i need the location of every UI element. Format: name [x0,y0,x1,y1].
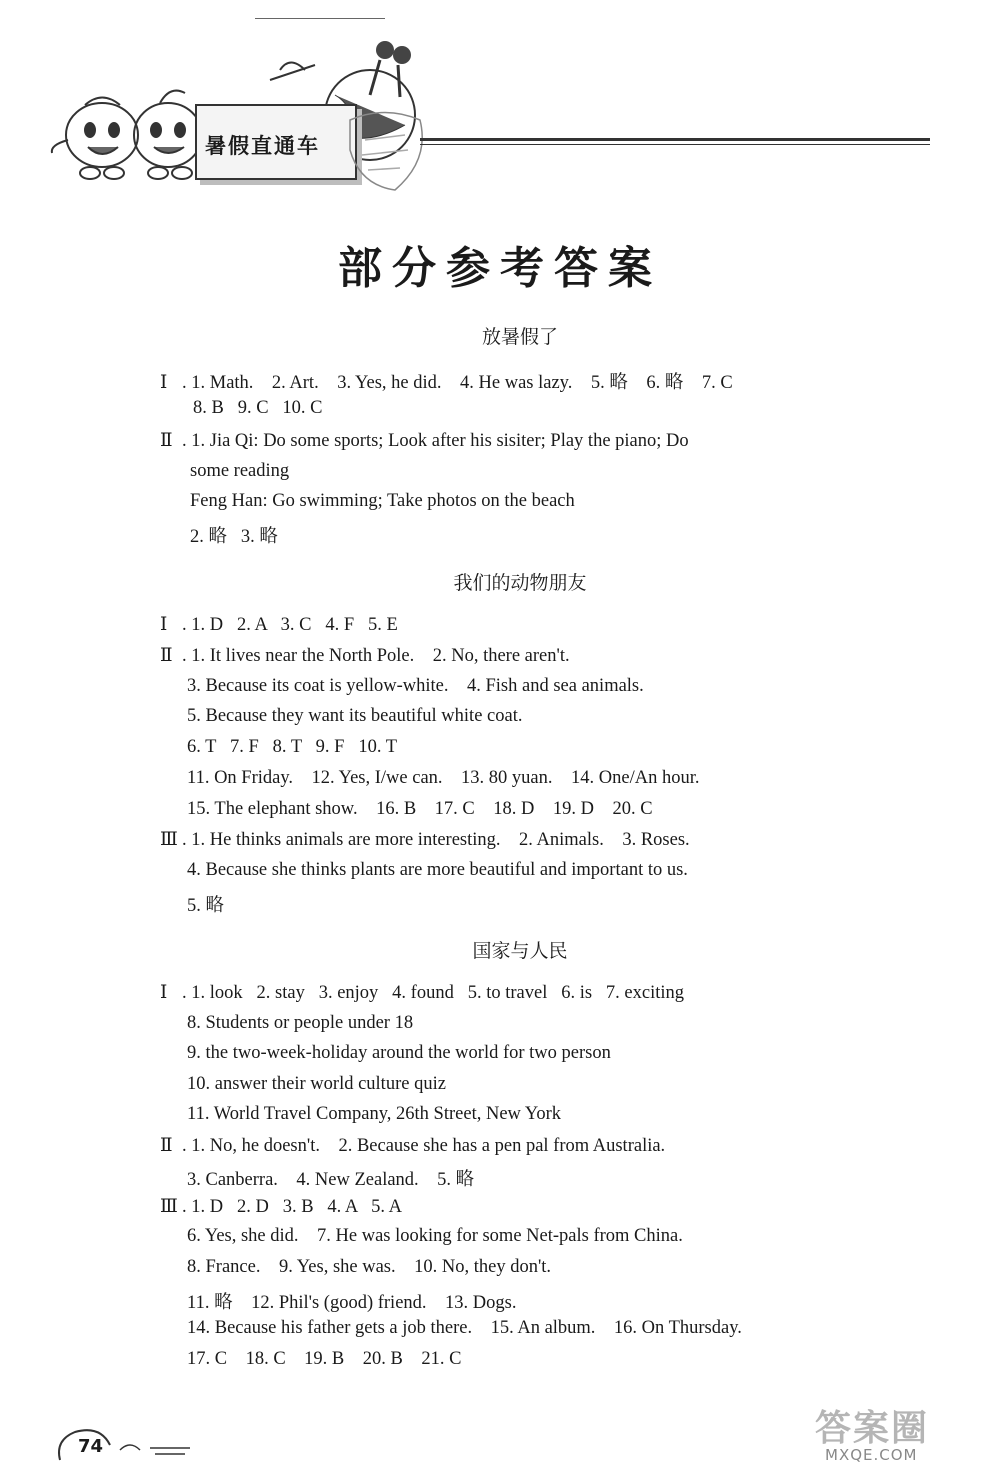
answer-line: some reading [190,461,290,481]
answer-line: 3. Canberra. 4. New Zealand. 5. 略 [187,1170,475,1190]
answer-line: Ⅰ . 1. look 2. stay 3. enjoy 4. found 5. to travel 6. is 7. exciting [160,982,685,1003]
answer-line: 11. World Travel Company, 26th Street, New York [187,1104,561,1124]
answer-line: Feng Han: Go swimming; Take photos on the beach [190,491,575,511]
answer-line: 4. Because she thinks plants are more beautiful and important to us. [187,860,688,880]
answer-line: 9. the two-week-holiday around the world for two person [187,1043,611,1063]
header-title: 暑假直通车 [205,134,320,158]
answer-line: 6. Yes, she did. 7. He was looking for some Net-pals from China. [187,1226,683,1246]
answer-line: Ⅰ . 1. Math. 2. Art. 3. Yes, he did. 4. He was lazy. 5. 略 6. 略 7. C [160,372,733,393]
answer-line: 10. answer their world culture quiz [187,1074,446,1094]
answer-line: Ⅲ . 1. He thinks animals are more interesting. 2. Animals. 3. Roses. [160,829,690,850]
header-rule-thin [420,144,930,145]
top-rule [255,18,385,19]
section-title-1: 放暑假了 [481,326,558,348]
answer-line: 17. C 18. C 19. B 20. B 21. C [187,1349,462,1369]
stamp-graphic [340,110,430,195]
answer-line: 8. B 9. C 10. C [193,398,323,418]
answer-line: 11. 略 12. Phil's (good) friend. 13. Dogs. [187,1293,517,1313]
answer-line: 5. Because they want its beautiful white coat. [187,706,523,726]
answer-line: Ⅰ . 1. D 2. A 3. C 4. F 5. E [160,614,398,635]
answer-line: 6. T 7. F 8. T 9. F 10. T [187,737,398,757]
answer-line: Ⅲ . 1. D 2. D 3. B 4. A 5. A [160,1196,402,1217]
answer-line: 8. France. 9. Yes, she was. 10. No, they don't. [187,1257,552,1277]
answer-line: 11. On Friday. 12. Yes, I/we can. 13. 80 yuan. 14. One/An hour. [187,768,700,788]
page-title: 部分参考答案 [338,243,662,294]
header-rule [420,138,930,141]
answer-line: 2. 略 3. 略 [190,527,278,547]
section-title-3: 国家与人民 [472,940,568,962]
answer-line: 3. Because its coat is yellow-white. 4. Fish and sea animals. [187,676,644,696]
answer-line: 5. 略 [187,896,225,916]
watermark-logo-text: 答案圈 [815,1408,930,1449]
answer-line: Ⅱ . 1. Jia Qi: Do some sports; Look after his sisiter; Play the piano; Do [160,430,689,451]
answer-line: 14. Because his father gets a job there. 15. An album. 16. On Thursday. [187,1318,742,1338]
answer-line: Ⅱ . 1. No, he doesn't. 2. Because she has a pen pal from Australia. [160,1135,666,1156]
answer-line: Ⅱ . 1. It lives near the North Pole. 2. No, there aren't. [160,645,570,666]
watermark-url: MXQE.COM [825,1446,918,1464]
section-title-2: 我们的动物朋友 [453,572,587,594]
page-number: 74 [78,1436,104,1457]
answer-line: 8. Students or people under 18 [187,1013,414,1033]
footer-decoration [50,1420,210,1465]
answer-line: 15. The elephant show. 16. B 17. C 18. D 19. D 20. C [187,799,653,819]
